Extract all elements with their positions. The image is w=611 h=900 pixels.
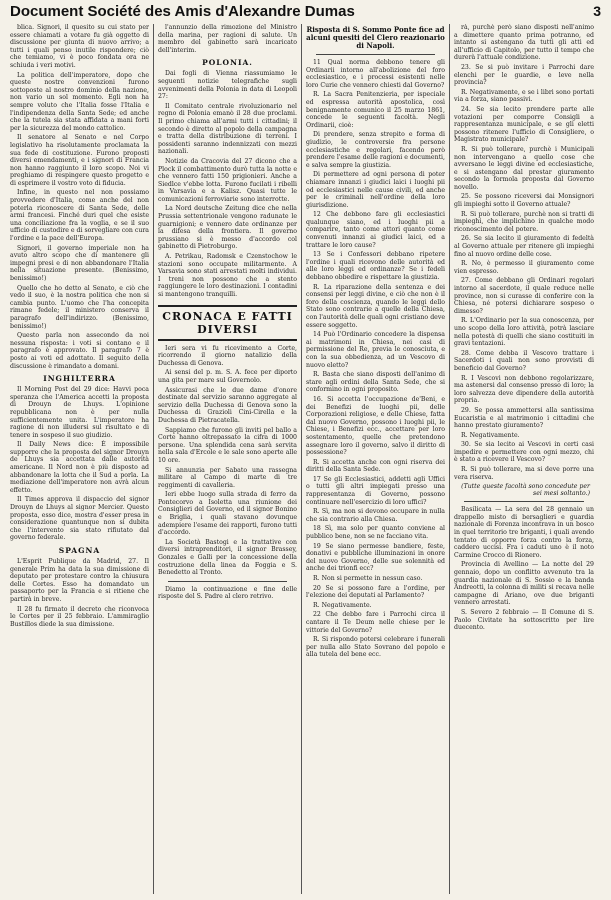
paragraph: R. Negativamente.: [313, 601, 372, 609]
divider: [168, 581, 287, 582]
paragraph: R. Non si permette in nessun caso.: [313, 575, 423, 582]
paragraph: l'annunzio della rimozione del Ministro della marina, per ragioni di salute. Un membro del gabinetto sarà incaricato dell'interim.: [158, 24, 297, 54]
paragraph: Diamo la continuazione e fine delle risposte del S. Padre al clero retrivo.: [158, 585, 297, 601]
paragraph: Il Comitato centrale rivoluzionario nel regno di Polonia emanò il 28 due proclami. Il primo chiama all'armi tutti i cittadini; il secondo è diretto al popolo della campagna e tratta della distribuzione di terreni. I possidenti saranno indennizzati con mezzi nazionali.: [158, 102, 297, 156]
paragraph: R. No, è permesso il giuramento come vien espresso.: [454, 260, 594, 275]
paragraph: 24. Se sia lecito prendere parte alle votazioni per comporre Consigli a rappresentanza municipale, e se gli eletti possono ritenere l'ufficio di Consigliere, o Magistrato municipale?: [454, 105, 594, 144]
paragraph: Quello che ho detto al Senato, e ciò che vedo il suo, è la nostra politica che non si cambia punto. L'uomo che l'ha concepita rimane fedele; il ministero conserva il paragrafo dell'indirizzo. (Benissimo, benissimo!): [10, 284, 149, 330]
column-3: [302, 24, 450, 894]
paragraph: Dai fogli di Vienna riassumiamo le seguenti notizie telegrafiche sugli avvenimenti della Polonia in data di Leopoli 27:: [158, 70, 297, 101]
article-note: (Tutte queste facoltà sono concedute per sei mesi soltanto.): [461, 483, 590, 498]
paragraph: Ieri ebbe luogo sulla strada di ferro da Pontecorvo a Isoletta una riunione dei Consiglieri del Governo, ed il signor Bonino e Briglia, i quali stavano dovunque adempiere l'esame dei rapporti, furono tutti d'accordo.: [158, 491, 297, 537]
paragraph: 29. Se possa ammettersi alla santissima Eucaristia e al matrimonio i cittadini che hanno prestato giuramento?: [454, 406, 594, 430]
paragraph: La Società Bastogi e la trattative con diversi intraprenditori, il signor Brassey, Gonzales e Galli per la concessione della costruzione della linea da Foggia e S. Benedetto al Tronto.: [158, 538, 297, 577]
paragraph: 13 Se i Confessori debbano ripetere l'ordine i quali ricevono delle autorità ed alle loro leggi ed ordinanze? Se i fedeli debbano obbedire e rispettare la giustizia.: [306, 251, 445, 282]
paragraph: R. La Sacra Penitenzieria, per ispeciale ed espressa autorità apostolica, così benignamente comunico il 25 marzo 1861, concede le seguenti facoltà. Negli Ordinarii, cioè:: [306, 91, 445, 129]
paragraph: R. Negativamente.: [461, 431, 520, 439]
paragraph: Assicurasi che le due dame d'onore destinate dal servizio saranno aggregate al servizio della Duchessa di Genova sono la Duchessa di Grazioli Cini-Cirella e la Duchessa di Pietracatella.: [158, 386, 297, 424]
paragraph: R. Si può tollerare, purchè i Municipali non intervengano a quello cose che avversano le leggi divine ed ecclesiastiche, e si astengano dal prestar giuramento secondo la formola proposta dal Governo novello.: [454, 145, 594, 191]
paragraph: rà, purchè però siano disposti nell'animo a dimettere quanto prima potranno, ed intanto si astengano da tutti gli atti ed all'ufficio di Capitolo, per tutto il tempo che durerà l'attuale condizione.: [454, 24, 594, 62]
column-1: [6, 24, 154, 894]
paragraph: R. Si rispondo potersi celebrare i funerali per nulla allo Stato Sovrano del popolo e alla tutela del bene ecc.: [306, 636, 445, 659]
paragraph: Il 28 fu firmato il decreto che riconvoca le Cortes per il 25 febbraio. L'ammiraglio Bustillos diede la sua dimissione.: [10, 605, 149, 628]
paragraph: Basilicata — La sera del 28 gennaio un drappello misto di bersaglieri e guardia nazionale di Forenza incontrava in un bosco in quel territorio tre briganti, i quali avendo tentato di opporre forza contro la forza, caddero uccisi. Fra i caduti uno è il noto Carmine Crocco di Rionero.: [454, 506, 594, 559]
paragraph: R. Negativamente, e se i libri sono portati via a forza, siano passivi.: [454, 88, 594, 104]
paragraph: 26. Se sia lecito il giuramento di fedeltà al Governo attuale per ritenere gli impieghi fino al nuovo ordine delle cose.: [454, 235, 594, 258]
paragraph: La politica dell'imperatore, dopo che queste nostre convenzioni furono sottoposte al nostro dominio della nazione, non vario un sol momento. Egli non ha sempre voluto che l'Italia fosse l'Italia e l'indipendenza della Santa Sede; ed anche che la tutela sia stata affidata a mani forti per la sicurezza del mondo cattolico.: [10, 71, 149, 132]
article-title: Risposta di S. Sommo Ponte fice ad alcuni quesiti del Clero reazionario di Napoli.: [306, 25, 445, 50]
divider: [464, 501, 584, 502]
paragraph: Signori, il governo imperiale non ha avuto altro scopo che di mantenere gli impegni presi e di non abbandonare l'Italia nella situazione presente. (Benissimo, benissimo!): [10, 244, 149, 282]
divider: [316, 54, 435, 55]
paragraph: Ieri sera vi fu ricevimento a Corte, ricorrendo il giorno natalizio della Duchessa di Genova.: [158, 344, 297, 367]
paragraph: Ai sensi del p. m. S. A. fece per diporto una gita per mare sul Governolo.: [158, 369, 297, 384]
newspaper-columns: [6, 24, 605, 894]
paragraph: 20 Se si possono fare a l'ordine, per l'elezione dei deputati al Parlamento?: [306, 584, 445, 600]
paragraph: R. Si accetta anche con ogni riserva dei diritti della Santa Sede.: [306, 458, 445, 474]
paragraph: Il Times approva il dispaccio del signor Drouyn de Lhuys al signor Mercier. Questo proposta, esso dice, mostra d'esser presa in considerazione quantunque non si dubita che l'intervento sia stato rifiutato dal governo federale.: [10, 496, 149, 542]
section-heading-polonia: POLONIA.: [202, 58, 253, 68]
paragraph: Infine, in questo nel non possiamo provvedere d'Italia, come anche del non poterla riconoscere di Santa Sede, delle armi francesi. Finché duri quel che esiste una conciliazione fra la voglia, e se il suo ufficio di custodire e di sorvegliare con cura l'ordine e la pace dell'Europa.: [10, 189, 149, 243]
paragraph: R. I Vescovi non debbono regolarizzare, ma astenersi dal consenso presso di loro; la loro salvezza deve dipendere della autorità propria.: [454, 374, 594, 405]
paragraph: 22 Che debbo fare i Parrochi circa il cantare il Te Deum nelle chiese per le vittorie del Governo?: [306, 611, 445, 634]
paragraph: Si annunzia per Sabato una rassegna militare al Campo di marte di tre reggimenti di cavalleria.: [158, 466, 297, 489]
paragraph: R. Sì, ma non si devono occupare in nulla che sia contrario alla Chiesa.: [306, 508, 445, 523]
paragraph: L'Esprit Publique da Madrid, 27. Il generale Prim ha data la sua dimissione di deputato per protestare contro la chiusura delle Cortes. Esso ha domandato un passaporto per la Francia e si ritiene che partirà in breve.: [10, 558, 149, 603]
paragraph: blica. Signori, il quesito su cui stato per essere chiamati a votare fu già oggetto di discussione per giunta di nuovo arrivo; a tutti i quali penso inutile rispondere; ciò che temiamo, vi è poco fondata ora ne schiuda i veri motivi.: [10, 24, 149, 69]
paragraph: 18 Sì, ma solo per quanto conviene al pubblico bene, non se ne facciano vita.: [306, 525, 445, 541]
paragraph: 30. Se sia lecito ai Vescovi in certi casi impedire e permettere con ogni mezzo, chi è stato a ricevere il Vescovo?: [454, 441, 594, 464]
section-heading-cronaca: CRONACA E FATTI DIVERSI: [158, 305, 297, 341]
section-heading-spagna: SPAGNA: [58, 546, 101, 555]
paragraph: R. Si può tollerare, ma si deve porre una vera riserva.: [454, 466, 594, 481]
paragraph: Il Daily News dice: È impossibile supporre che la proposta del signor Drouyn de Lhuys sia accettata dalle autorità americane. Il Nord non è più disposto ad abbandonare la lotta che il Sud a porla. La mediazione dell'imperatore non avrà alcun effetto.: [10, 441, 149, 494]
paragraph: Il senatore al Senato e nel Corpo legislativo ha risolutamente proclamata la sua fede di costituzione. Furono proposti diversi emendamenti, e i signori di Francia non hanno raggiunto il loro scopo. Noi vi preghiamo di respingere questo progetto e di esprimere il vostro voto di fiducia.: [10, 134, 149, 187]
paragraph: S. Severo 2 febbraio — Il Comune di S. Paolo Civitate ha sottoscritto per lire duecento.: [454, 608, 594, 632]
paragraph: Il Morning Post del 29 dice: Havvi poca speranza che l'America accetti la proposta di Drouyn de Lhuys. L'opinione repubblicana non è per nulla sufficientemente unita. L'imperatore ha ragione di non illudersi sul risultato e di tenere in sospeso il suo giudizio.: [10, 386, 149, 439]
column-4: [450, 24, 598, 894]
paragraph: 27. Come debbano gli Ordinari regolari intorno al sacerdote, il quale reduce nelle province, non si curasse di conferire con la Chiesa, né potersi dichiarare sospeso o dimesso?: [454, 277, 594, 315]
paragraph: 14 Può l'Ordinario concedere la dispensa ai matrimoni in Chiesa, nei casi di permissione del Re, previa le conosciuta, e con la sua obbedienza, ad un Vescovo di nuovo eletto?: [306, 331, 445, 369]
paragraph: Provincia di Avellino — La notte del 29 gennaio, dopo un conflitto avvenuto tra la guardia nazionale di S. Sossio e la banda Andreotti, la colonna di militi si recava nelle campagne di Ariano, ove due briganti vennero arrestati.: [454, 561, 594, 607]
paragraph: 16. Si accetta l'occupazione de'Beni, e dei Benefizi de luoghi pii, delle Corporazioni religiose, e delle Chiese, fatta dal nuovo Governo, possono i luoghi pii, le Chiese, i Benefizi ecc., accettare per loro sostentamento, quelle che pretendono assegnare loro il governo, salvo il diritto di possessione?: [306, 395, 445, 457]
paragraph: Di permettere ad ogni persona di poter chiamare innanzi i giudici laici i luoghi pii od ecclesiastici nelle cause civili, ed anche per le criminali nell'ordine della loro giurisdizione.: [306, 171, 445, 209]
paragraph: 23. Se si può invitare i Parrochi dare elenchi per le guardie, e leve nella provincia?: [454, 63, 594, 87]
paragraph: Di prendere, senza strepito e forma di giudizio, le controversie fra persone ecclesiastiche e regolari, facendo però prendere l'esame delle ragioni e documenti, e salva sempre la giustizia.: [306, 131, 445, 169]
paragraph: 19 Se siano permesse bandiere, feste, donativi e pubbliche illuminazioni in onore del nuovo Governo, delle sue solennità ed anche dei trionfi ecc?: [306, 542, 445, 573]
paragraph: R. Basta che siano disposti dell'animo di stare agli ordini della Santa Sede, che si conformino in ogni proposito.: [306, 371, 445, 394]
paragraph: A. Petrikau, Radomsk e Czenstochow le stazioni sono occupate militarmente. A Varsavia sono stati arrestati molti individui. I treni non possono che a stento raggiungere le loro destinazioni. I contadini si mantengono tranquilli.: [158, 253, 297, 298]
paragraph: 11 Qual norma debbono tenere gli Ordinarii intorno all'abolizione del foro ecclesiastico, e i processi esistenti nelle loro Curie che vennero chiesti dal Governo?: [306, 59, 445, 89]
paragraph: 17 Se gli Ecclesiastici, addetti agli Uffici o tutti gli altri impiegati presso una rappresentanza di Governo, possono continuare nell'esercizio di loro uffici?: [306, 475, 445, 506]
paragraph: Sappiamo che furono gli inviti pel ballo a Corte hanno oltrepassato la cifra di 1000 persone. Una splendida cena sarà servita nella sala d'Ercole e le sale sono aperte alle 10 ore.: [158, 426, 297, 464]
page-number: 3: [593, 3, 601, 19]
paragraph: Questo parla non assecondo da noi nessuna risposta: i voti si contano e il paragrafo è approvato. Il paragrafo 7 è posto ai voti ed adottato. Il seguito della discussione è rimandato a domani.: [10, 332, 149, 370]
paragraph: R. La riparazione della sentenza e dei consensi per leggi divine, e ciò che non è il foro della coscienza, quando le leggi dello Stato sono contrarie a quelle della Chiesa, con l'autorità delle quali ogni cristiano deve essere soggetto.: [306, 283, 445, 329]
paragraph: R. L'Ordinario per la sua conoscenza, per uno scopo della loro attività, potrà lasciare nella potestà di quelli che siano costituiti in gravi tentazioni.: [454, 317, 594, 348]
paragraph: Notizie da Cracovia del 27 dicono che a Plock il combattimento durò tutta la notte e che vennero fatti 150 prigionieri. Anche a Siedlce v'ebbe lotta. Furono fucilati i ribelli in Varsavia e a Kalisz. Quasi tutte le comunicazioni ferroviarie sono interrotte.: [158, 157, 297, 203]
paragraph: 28. Come debba il Vescovo trattare i Sacerdoti i quali non sono provvisti di beneficio dal Governo?: [454, 349, 594, 372]
paragraph: La Nord deutsche Zeitung dice che nella Prussia settentrionale vengono radunate le guarnigioni; e vennero date ordinanze per la difesa della frontiera. Il governo prussiano si è messo d'accordo col gabinetto di Pietroburgo.: [158, 205, 297, 251]
header-banner: [0, 0, 611, 22]
column-2: [154, 24, 302, 894]
paragraph: 12 Che debbono fare gli ecclesiastici qualunque siano, ed i luoghi pii a comparire, tanto come attori quanto come convenuti innanzi ai giudici laici, ed a trattare le loro cause?: [306, 211, 445, 249]
section-heading-inghilterra: INGHILTERRA: [43, 374, 116, 384]
paragraph: R. Si può tollerare, purchè non si tratti di impieghi, che implichino in qualche modo riconoscimento del potere.: [454, 210, 594, 233]
paragraph: 25. Se possono riceversi dai Monsignori gli impieghi sotto il Governo attuale?: [454, 193, 594, 209]
document-banner-title: Document Société des Amis d'Alexandre Dumas: [10, 2, 355, 20]
